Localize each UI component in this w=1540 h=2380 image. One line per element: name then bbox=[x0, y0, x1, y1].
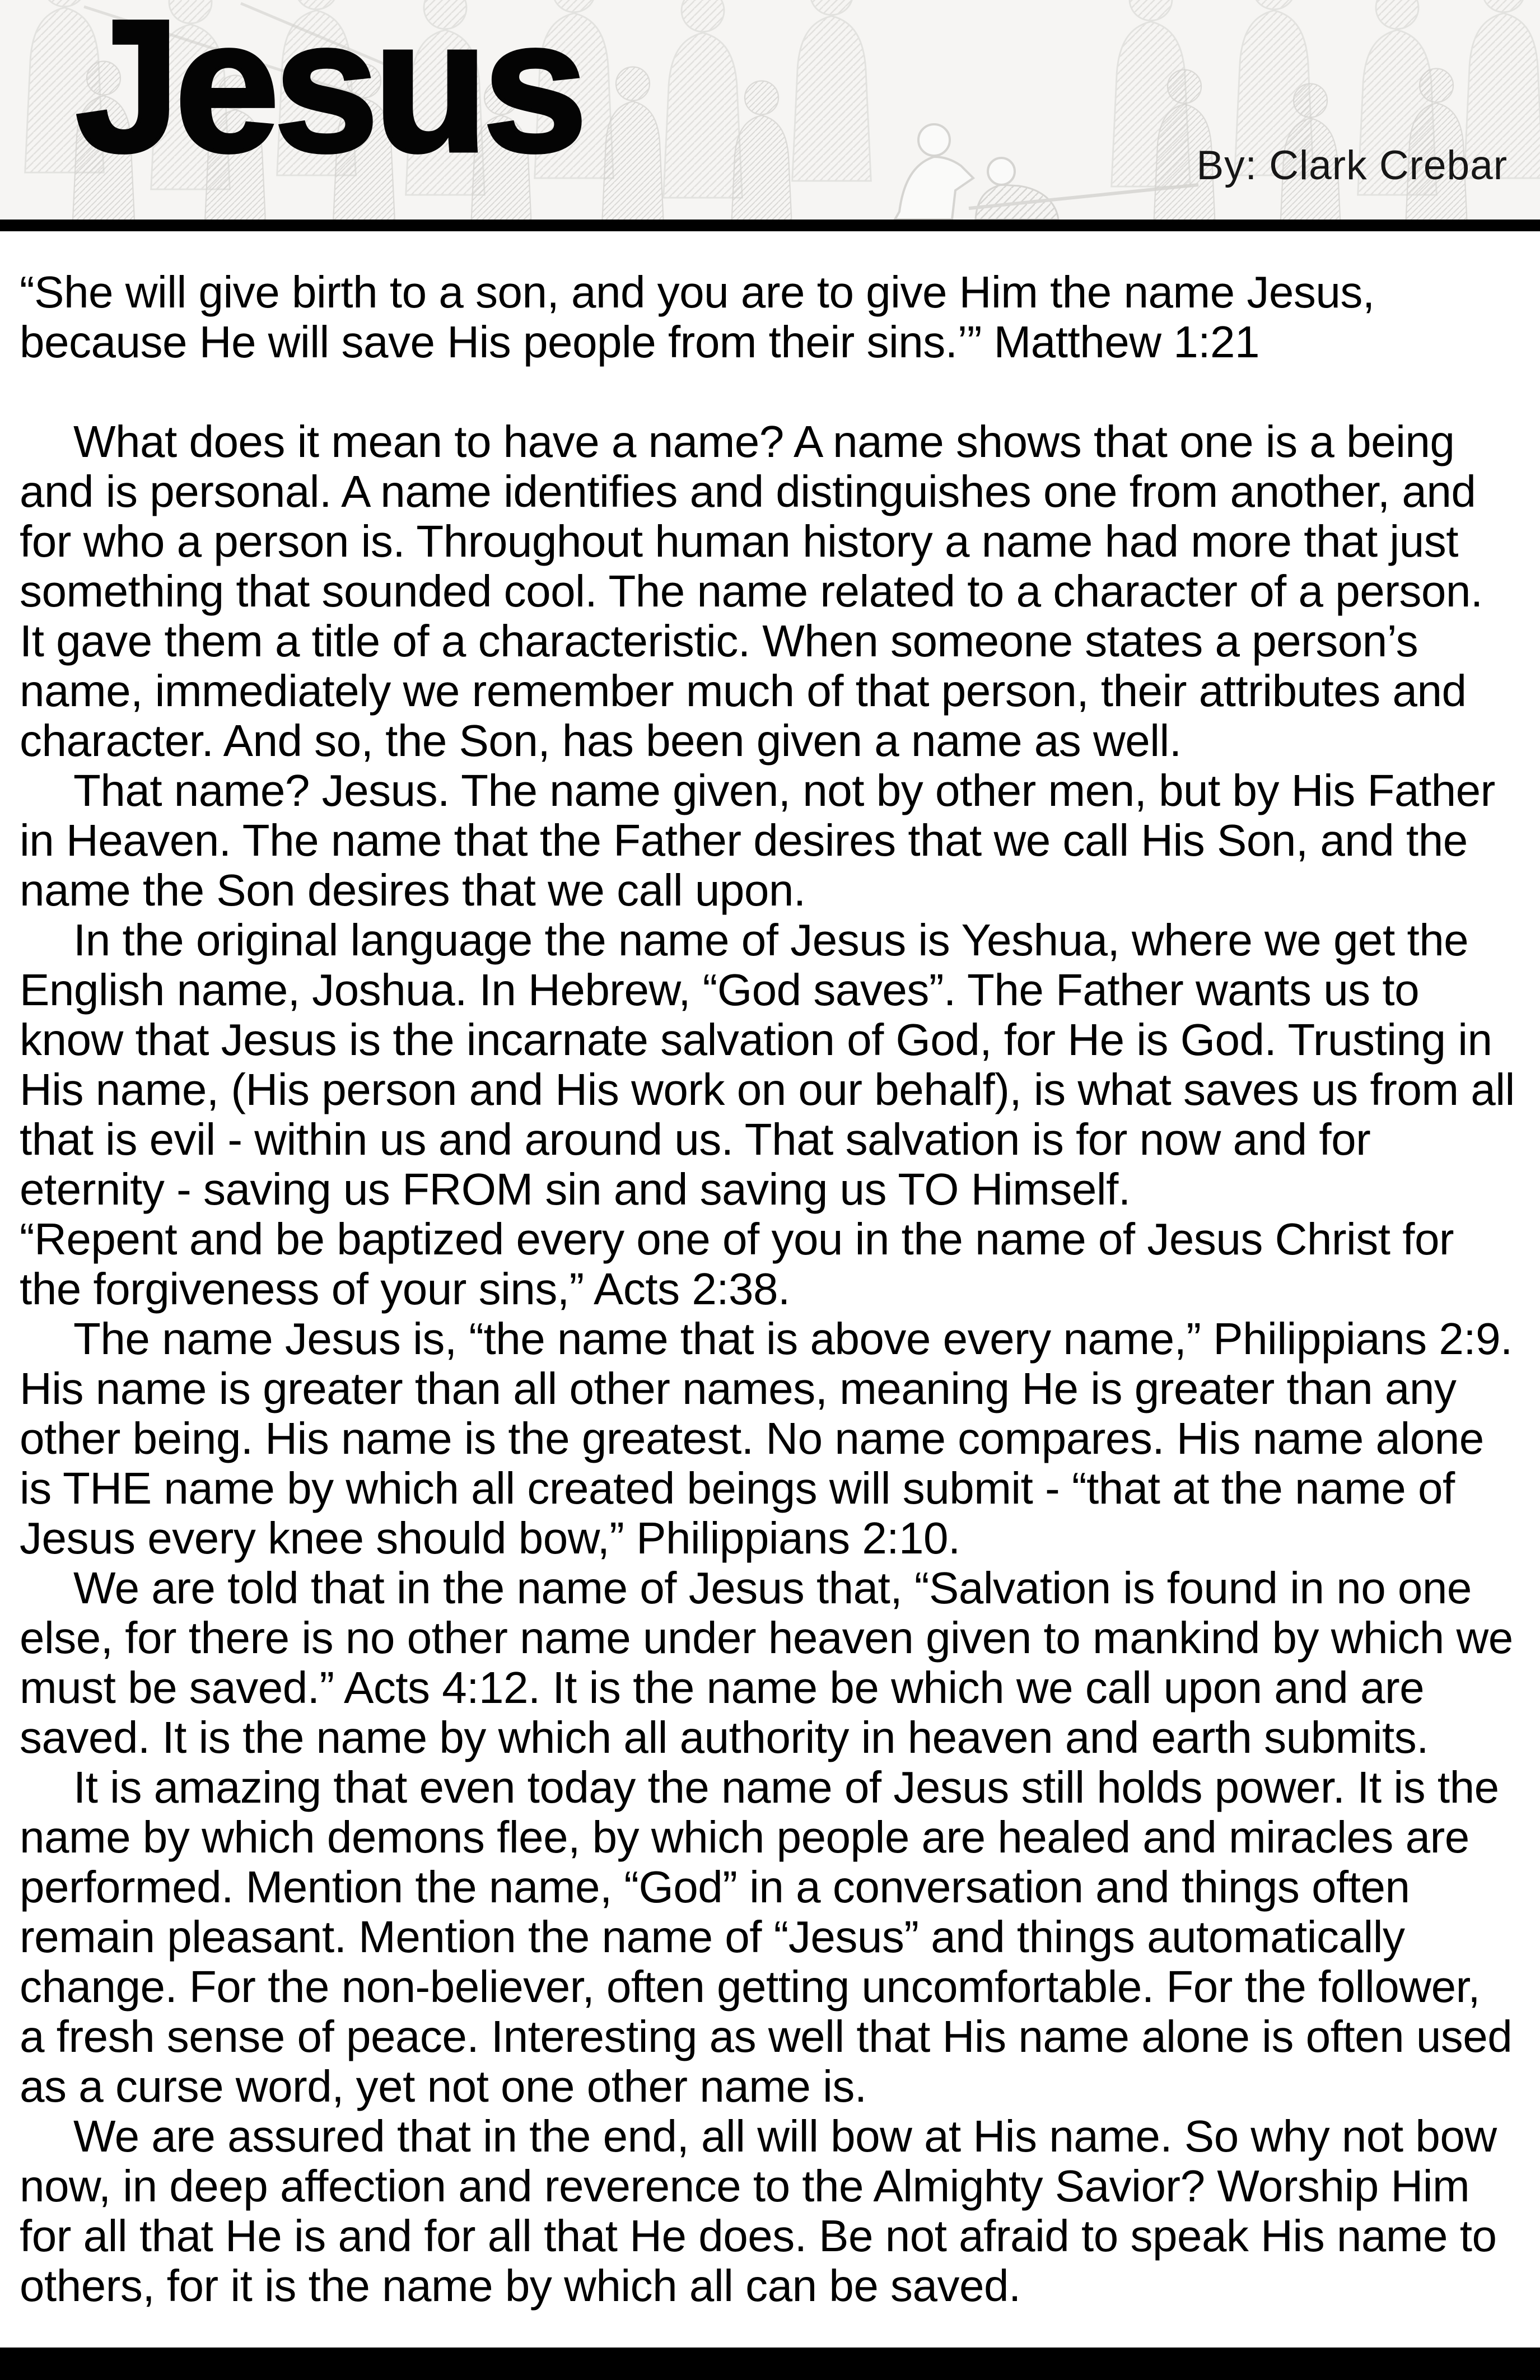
article-paragraph: “She will give birth to a son, and you are to give Him the name Jesus, because He will save His people from their sins.’” Matthew 1:21 bbox=[20, 267, 1375, 367]
article-paragraph: In the original language the name of Jesus is Yeshua, where we get the English name, Joshua. In Hebrew, “God saves”. The Father wants us to know that Jesus is the incarnate salvation of God, for He is God. Trusting in His name, (His person and His work on our behalf), is what saves us from all that is evil - within us and around us. That salvation is for now and for eternity - saving us FROM sin and saving us TO Himself. bbox=[20, 915, 1515, 1214]
header-rule bbox=[0, 220, 1540, 231]
article-paragraph: “Repent and be baptized every one of you in the name of Jesus Christ for the forgiveness of your sins,” Acts 2:38. bbox=[20, 1214, 1454, 1314]
article-paragraph: What does it mean to have a name? A name shows that one is a being and is personal. A name identifies and distinguishes one from another, and for who a person is. Throughout human history a name had more that just something that sounded cool. The name related to a character of a person. It gave them a title of a characteristic. When someone states a person’s name, immediately we remember much of that person, their attributes and character. And so, the Son, has been given a name as well. bbox=[20, 417, 1483, 766]
article-paragraph: That name? Jesus. The name given, not by other men, but by His Father in Heaven. The name that the Father desires that we call His Son, and the name the Son desires that we call upon. bbox=[20, 766, 1495, 915]
page-header bbox=[0, 0, 1540, 220]
footer-rule bbox=[0, 2348, 1540, 2380]
page-title: Jesus bbox=[76, 0, 582, 190]
article-paragraph: We are told that in the name of Jesus that, “Salvation is found in no one else, for there is no other name under heaven given to mankind by which we must be saved.” Acts 4:12. It is the name be which we call upon and are saved. It is the name by which all authority in heaven and earth submits. bbox=[20, 1563, 1513, 1762]
article bbox=[20, 231, 1516, 2311]
byline: By: Clark Crebar bbox=[1196, 143, 1508, 188]
article-paragraph: We are assured that in the end, all will bow at His name. So why not bow now, in deep affection and reverence to the Almighty Savior? Worship Him for all that He is and for all that He does. Be not afraid to speak His name to others, for it is the name by which all can be saved. bbox=[20, 2111, 1497, 2311]
article-paragraph: It is amazing that even today the name of Jesus still holds power. It is the name by which demons flee, by which people are healed and miracles are performed. Mention the name, “God” in a conversation and things often remain pleasant. Mention the name of “Jesus” and things automatically change. For the non-believer, often getting uncomfortable. For the follower, a fresh sense of peace. Interesting as well that His name alone is often used as a curse word, yet not one other name is. bbox=[20, 1762, 1513, 2111]
article-paragraph: The name Jesus is, “the name that is above every name,” Philippians 2:9. His name is greater than all other names, meaning He is greater than any other being. His name is the greatest. No name compares. His name alone is THE name by which all created beings will submit - “that at the name of Jesus every knee should bow,” Philippians 2:10. bbox=[20, 1314, 1513, 1563]
